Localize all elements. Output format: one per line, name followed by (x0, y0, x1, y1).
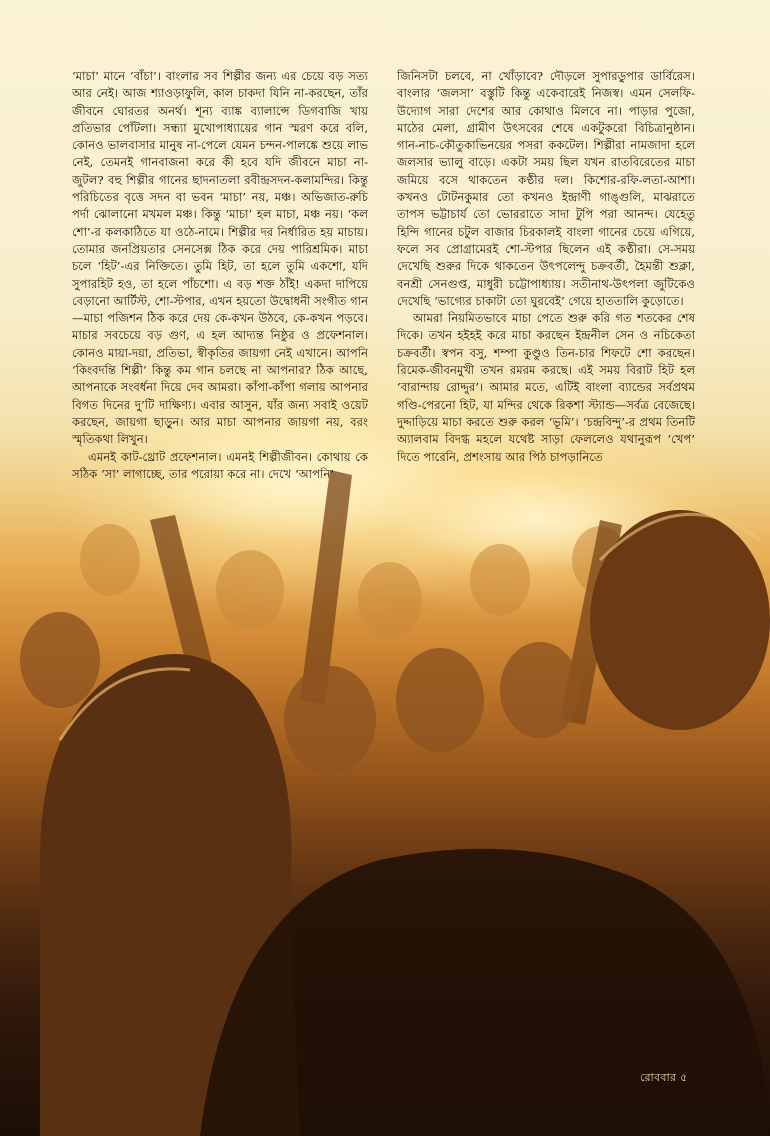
article-paragraph: আমরা নিয়মিতভাবে মাচা পেতে শুরু করি গত শতকের শেষ দিকে। তখন হইহই করে মাচা করছেন ইন্দ্রনীল সেন ও নচিকেতা চক্রবর্তী। স্বপন বসু, শম্পা কুণ্ডুও তিন-চার শিফটে শো করছেন। রিমেক-জীবনমুখী তখন রমরম করছে। এই সময় বিরাট হিট হল ‘বারান্দায় রোদ্দুর’। আমার মতে, এটিই বাংলা ব্যান্ডের সর্বপ্রথম গণ্ডি-পেরনো হিট, যা মন্দির থেকে রিকশা স্ট্যান্ড—সর্বত্র বেজেছে। দুদ্দাড়িয়ে মাচা করতে শুরু করল ‘ভূমি’। ‘চন্দ্রবিন্দু’-র প্রথম তিনটি অ্যালবাম বিদগ্ধ মহলে যথেষ্ট সাড়া ফেললেও যথানুরূপ ‘খেপ’ দিতে পারেনি, প্রশংসায় আর পিঠ চাপড়ানিতে (397, 311, 695, 464)
article-paragraph: ‘মাচা’ মানে ‘বাঁচা’। বাংলার সব শিল্পীর জন্য এর চেয়ে বড় সত্য আর নেই। আজ শ্যাওড়াফুলি, কাল চাকদা যিনি না-করছেন, তাঁর জীবনে ঘোরতর অনর্থ। শূন্য ব্যাঙ্ক ব্যালান্সে ডিগবাজি খায় প্রতিভার পোঁটলা। সন্ধ্যা মুখোপাধ্যায়ের গান স্মরণ করে বলি, কোনও ভালবাসার মানুষ না-পেলে যেমন চন্দন-পালঙ্কে শুয়ে লাভ নেই, তেমনই গানবাজনা করে কী হবে যদি জীবনে মাচা না-জুটল? বহু শিল্পীর গানের ছাদনাতলা রবীন্দ্রসদন-কলামন্দির। কিন্তু পরিচিতের বৃত্তে সদন বা ভবন ‘মাচা’ নয়, মঞ্চ। অভিজাত-রুচি পর্দা ঝোলানো মখমল মঞ্চ। কিন্তু ‘মাচা’ হল মাচা, মঞ্চ নয়। ‘কল শো’-র কলকাঠিতে যা ওঠে-নামে। শিল্পীর দর নির্ধারিত হয় মাচায়। তোমার জনপ্রিয়তার সেনসেক্স ঠিক করে দেয় পারিশ্রমিক। মাচা চলে ‘হিট’-এর নিক্তিতে। তুমি হিট, তা হলে তুমি একশো, যদি সুপারহিট হও, তা হলে পাঁচশো। এ বড় শক্ত ঠাঁই! একদা দাপিয়ে বেড়ানো আর্টিস্ট, শো-স্টপার, এখন হয়তো উদ্বোধনী সংগীত গান—মাচা পজিশন ঠিক করে দেয় কে-কখন উঠবে, কে-কখন পড়বে। মাচার সবচেয়ে বড় গুণ, এ হল আদ্যন্ত নিষ্ঠুর ও প্রফেশনাল। কোনও মায়া-দয়া, প্রতিভা, স্বীকৃতির জায়গা নেই এখানে। আপনি ‘কিংবদন্তি শিল্পী’ কিন্তু কম গান চলছে না আপনার? ঠিক আছে, আপনাকে সংবর্ধনা দিয়ে দেব আমরা। কাঁপা-কাঁপা গলায় আপনার বিগত দিনের দু’টি দাক্ষিণ্য। এবার আসুন, যাঁর জন্য সবাই ওয়েট করছেন, জায়গা ছাড়ুন। আর মাচা আপনার জায়গা নয়, বরং স্মৃতিকথা লিখুন। (72, 69, 368, 447)
article-left-column (72, 68, 368, 483)
article-paragraph: এমনই কাট-থ্রোট প্রফেশনাল। এমনই শিল্পীজীবন। কোথায় কে সঠিক ‘সা’ লাগাচ্ছে, তার পরোয়া করে না। দেখে ‘আপনি’ (72, 449, 368, 481)
article-right-column (397, 68, 695, 466)
article-paragraph: জিনিসটা চলবে, না খোঁড়াবে? দৌড়লে সুপারডুপার ডার্বিরেস। বাংলার ‘জলসা’ বস্তুটি কিন্তু একেবারেই নিজস্ব। এমন সেলফি-উদ্যোগ সারা দেশের আর কোথাও মিলবে না। পাড়ার পুজো, মাঠের মেলা, গ্রামীণ উৎসবের শেষে একটুকরো বিচিত্রানুষ্ঠান। গান-নাচ-কৌতুকাভিনয়ের পসরা ককটেল। শিল্পীরা নামজাদা হলে জলসার ভ্যালু বাড়ে। একটা সময় ছিল যখন রাতবিরেতের মাচা জমিয়ে বসে থাকতেন কণ্ঠীর দল। কিশোর-রফি-লতা-আশা। কখনও টোটনকুমার তো কখনও ইন্দ্রাণী গাঙ্গুলি, মাঝরাতে তাপস ভট্টাচার্য তো ভোররাতে সাদা টুপি পরা আনন্দ। যেহেতু হিন্দি গানের চটুল বাজার চিরকালই বাংলা গানের চেয়ে এগিয়ে, ফলে সব প্রোগ্রামেরই শো-স্টপার ছিলেন এই কণ্ঠীরা। সে-সময় দেখেছি শুরুর দিকে থাকতেন উৎপলেন্দু চক্রবর্তী, হৈমন্তী শুক্লা, বনশ্রী সেনগুপ্ত, মাধুরী চট্টোপাধ্যায়। সতীনাথ-উৎপলা জুটিকেও দেখেছি ‘ভাগ্যের চাকাটা তো ঘুরবেই’ গেয়ে হাততালি কুড়োতে। (397, 69, 695, 308)
page-number: রোববার ৫ (640, 1071, 688, 1084)
